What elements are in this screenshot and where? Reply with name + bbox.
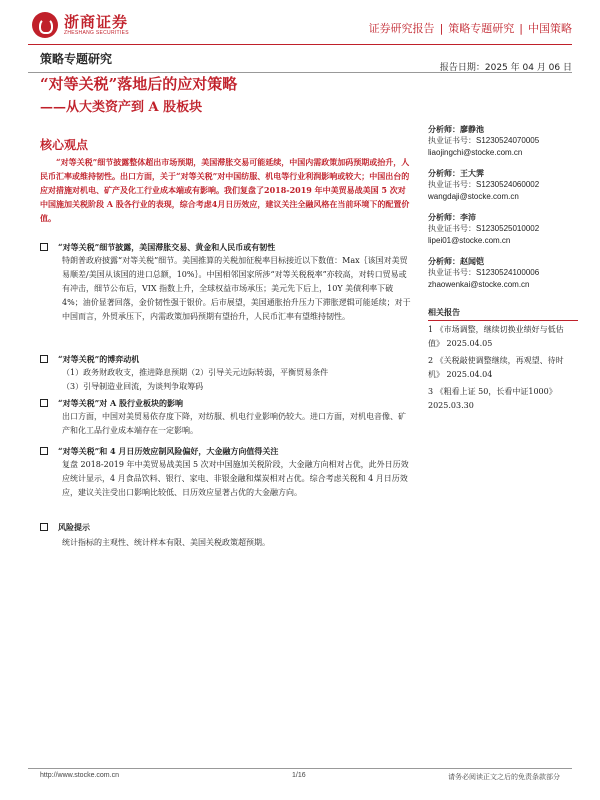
related-report-date: 2025.03.30 (428, 401, 474, 410)
cert-number: S1230524060002 (476, 180, 540, 189)
header-categories: 证券研究报告 | 策略专题研究 | 中国策略 (368, 22, 572, 35)
analyst-card (428, 167, 588, 203)
analyst-role: 分析师： (428, 256, 460, 266)
footer-divider (28, 768, 572, 769)
cert-number: S1230524100006 (476, 268, 540, 277)
cert-label: 执业证书号： (428, 224, 476, 233)
section-heading-risk (40, 520, 412, 534)
related-reports-heading: 相关报告 (428, 307, 460, 317)
section-heading-4 (40, 444, 412, 458)
core-intro (40, 155, 412, 225)
cert-label: 执业证书号： (428, 268, 476, 277)
logo-english-name: ZHESHANG SECURITIES (64, 30, 129, 36)
analyst-role: 分析师： (428, 212, 460, 222)
analyst-name: 赵闻铠 (460, 256, 484, 266)
risk-body: 统计指标的主观性、统计样本有限、美国关税政策超预期。 (62, 538, 270, 547)
risk-heading: 风险提示 (58, 522, 90, 532)
report-subtitle: ——从大类资产到 A 股板块 (40, 100, 203, 115)
section-1-heading-text: 细节披露，美国滞胀交易、黄金和人民币或有韧性 (99, 242, 276, 252)
analyst-name: 李沛 (460, 212, 476, 222)
cert-label: 执业证书号： (428, 180, 476, 189)
date-divider (28, 72, 572, 73)
section-4-body: 复盘 2018-2019 年中美贸易战美国 5 次对中国施加关税阶段，大金融方向相对占优，此外日历效应统计显示，4 月食品饮料、银行、家电、非银金融和煤炭相对占优。综合考虑关税和 4 月日历效应，建议关注受出口影响比较低、日历效应显著占优的大金融方向。 (62, 460, 409, 497)
report-date-label: 报告日期： (439, 63, 485, 73)
logo-mark-icon (32, 12, 58, 38)
section-heading-1 (40, 240, 412, 254)
related-report-item[interactable] (428, 323, 578, 351)
analyst-role: 分析师： (428, 168, 460, 178)
section-2-heading-text: 的博弈动机 (99, 354, 140, 364)
analyst-name: 廖静池 (460, 124, 484, 134)
related-reports-list (428, 323, 578, 416)
related-report-date: 2025.04.05 (446, 339, 493, 348)
section-2-line-2: （3）引导制造业回流，为谈判争取筹码 (62, 382, 204, 391)
related-report-item[interactable] (428, 354, 578, 382)
core-view-heading: 核心观点 (40, 138, 89, 152)
report-type: 策略专题研究 (40, 52, 113, 66)
category-strategy: 策略专题研究 (448, 22, 515, 35)
disclaimer-note: 请务必阅读正文之后的免责条款部分 (448, 774, 560, 781)
analyst-card (428, 211, 588, 247)
section-1-body: 特朗普政府披露“对等关税”细节。美国推算的关税加征税率目标接近以下数值：Max｛该国对美贸易顺差/美国从该国的进口总额，10%｝。中国相邻国家所涉“对等关税税率”亦较高，对转口贸易或有冲击，细节公布后，VIX 指数上升，全球权益市场承压；美元先下后上，10Y 美债利率下破 4%；油价显著回落，金价韧性强于银价。后市展望，美国通胀抬升压力下滞胀逻辑可能延续；对于中国而言，外贸承压下，内需政策加码预期有望抬升，人民币汇率有望维持韧性。 (62, 256, 411, 321)
analyst-name: 王大霁 (460, 168, 484, 178)
header-divider (28, 44, 572, 45)
section-1-heading-red: “对等关税” (58, 242, 100, 252)
intro-highlight: “对等关税” (56, 157, 98, 167)
analyst-email[interactable]: zhaowenkai@stocke.com.cn (428, 280, 530, 289)
category-china: 中国策略 (528, 22, 572, 35)
analyst-role: 分析师： (428, 124, 460, 134)
cert-label: 执业证书号： (428, 136, 476, 145)
report-title: “对等关税”落地后的应对策略 (40, 75, 238, 93)
related-report-title: 1 《市场调整，继续切换业绩好与低估值》 (428, 325, 564, 348)
page-number: 1/16 (292, 772, 306, 779)
section-2-heading-red: “对等关税” (58, 354, 100, 364)
intro-text: 细节披露整体超出市场预期，美国滞胀交易可能延续，中国内需政策加码预期或抬升，人民币汇率或维持韧性。出口方面，关于“对等关税”对中国纺服、机电等行业利润影响或较大；中国出台的应对措施对机电、矿产及化工行业成本端或有影响。我们复盘了2018-2019 年中美贸易战美国 5 次对中国施加关税阶段 A 股各行业的表现，综合考虑4月日历效应，建议关注全融风格在当前环境下的配置价值。 (40, 157, 410, 223)
category-research-report: 证券研究报告 (368, 22, 435, 35)
related-divider (428, 320, 578, 321)
analyst-email[interactable]: lipei01@stocke.com.cn (428, 236, 511, 245)
cert-number: S1230525010002 (476, 224, 540, 233)
analyst-email[interactable]: liaojingchi@stocke.com.cn (428, 148, 523, 157)
analyst-card (428, 123, 588, 159)
footer-url[interactable]: http://www.stocke.com.cn (40, 772, 119, 779)
section-4-heading-text: 和 4 月日历效应制风险偏好，大金融方向值得关注 (99, 446, 279, 456)
section-3-heading-red: “对等关税” (58, 398, 100, 408)
cert-number: S1230524070005 (476, 136, 540, 145)
section-heading-2 (40, 352, 412, 366)
related-report-title: 2 《关税敲使调整继续，再观望、待时机》 (428, 356, 564, 379)
logo-name: 浙商证券 (64, 13, 129, 31)
section-heading-3 (40, 396, 412, 410)
related-report-title: 3 《粗看上证 50，长看中证1000》 (428, 387, 557, 396)
report-date-value: 2025 年 04 月 06 日 (484, 63, 572, 73)
section-4-heading-red: “对等关税” (58, 446, 100, 456)
company-logo (32, 12, 129, 38)
section-3-body: 出口方面，中国对美贸易依存度下降，对纺服、机电行业影响仍较大。进口方面，对机电音像、矿产和化工品行业成本端存在一定影响。 (62, 412, 406, 435)
section-2-line-1: （1）政务财政收支，推进降息预期（2）引导关元边际转弱，平衡贸易条件 (62, 368, 329, 377)
related-report-date: 2025.04.04 (446, 370, 493, 379)
analyst-email[interactable]: wangdaji@stocke.com.cn (428, 192, 519, 201)
section-3-heading-text: 对 A 股行业板块的影响 (99, 398, 183, 408)
related-report-item[interactable] (428, 385, 578, 413)
analyst-card (428, 255, 588, 291)
